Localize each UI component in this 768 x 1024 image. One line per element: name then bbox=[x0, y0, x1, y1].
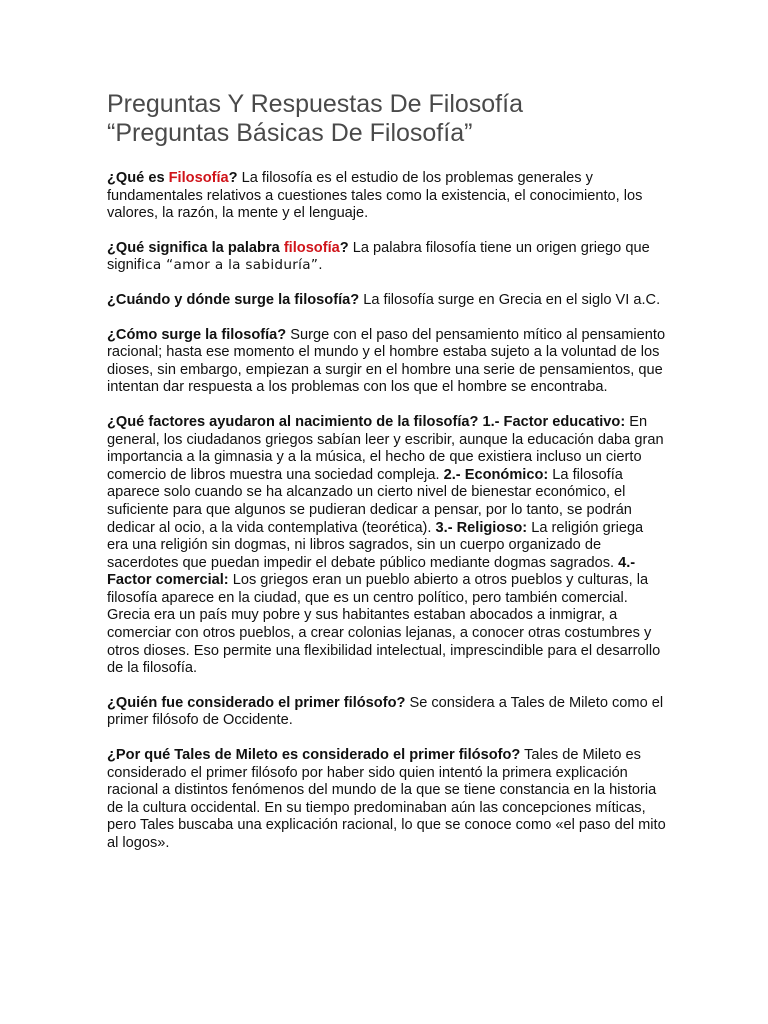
answer-text: Surge con el paso del pensamiento mítico al pensamiento racional; hasta ese momento el mundo y el hombre estaba sujeto a la voluntad de los dioses, sin embargo, empiezan a surgir en el hombre una serie de pensamientos, que intentan dar respuesta a los problemas con los que el hombre se encontraba. bbox=[107, 326, 666, 396]
answer-text: La palabra filosofía tiene un origen griego que signif bbox=[107, 239, 650, 274]
question-text: ¿Quién fue considerado el primer filósofo? bbox=[107, 694, 406, 711]
factor-label-3: 3.- Religioso: bbox=[435, 519, 528, 536]
answer-text-tail: ica “amor a la sabiduría”. bbox=[141, 257, 323, 274]
answer-part-3: La religión griega era una religión sin dogmas, ni libros sagrados, sin un cuerpo organizado de sacerdotes que puedan impedir el debate público mediante dogmas sagrados. bbox=[107, 519, 644, 571]
title-line-2: “Preguntas Básicas De Filosofía” bbox=[107, 119, 473, 147]
highlighted-term: Filosofía bbox=[168, 170, 229, 186]
highlighted-term: filosofía bbox=[283, 239, 340, 256]
answer-text: La filosofía es el estudio de los problemas generales y fundamentales relativos a cuestiones tales como la existencia, el conocimiento, los valores, la razón, la mente y el lenguaje. bbox=[107, 170, 643, 222]
question-suffix: ? bbox=[339, 239, 349, 256]
title-line-1: Preguntas Y Respuestas De Filosofía bbox=[107, 90, 523, 118]
factor-label-4: 4.- Factor comercial: bbox=[107, 554, 636, 589]
document-title bbox=[107, 90, 667, 148]
factor-label-2: 2.- Económico: bbox=[443, 466, 549, 483]
answer-text: Tales de Mileto es considerado el primer filósofo por haber sido quien intentó la primera explicación racional a distintos fenómenos del mundo de la que se tiene constancia en la historia de la cultura occidental. En su tiempo predominaban aún las concepciones míticas, pero Tales buscaba una explicación racional, lo que se conoce como «el paso del mito al logos». bbox=[107, 747, 666, 851]
question-text: ¿Cómo surge la filosofía? bbox=[107, 326, 287, 343]
qa-word-meaning bbox=[107, 240, 667, 275]
answer-part-2: La filosofía aparece solo cuando se ha alcanzado un cierto nivel de bienestar económico, el suficiente para que algunos se pudieran dedicar a pensar, por lo tanto, se podrán dedicar al ocio, a la vida contemplativa (teorética). bbox=[107, 466, 632, 536]
answer-part-4: Los griegos eran un pueblo abierto a otros pueblos y culturas, la filosofía aparece en la ciudad, que es un centro político, pero también comercial. Grecia era un país muy pobre y sus habitantes estaban abocados a inmigrar, a comerciar con otros pueblos, a crear colonias lejanas, a conocer otras costumbres y otros dioses. Eso permite una flexibilidad intelectual, imprescindible para el desarrollo de la filosofía. bbox=[107, 572, 661, 677]
qa-when-where bbox=[107, 292, 667, 310]
answer-text: Se considera a Tales de Mileto como el primer filósofo de Occidente. bbox=[107, 694, 664, 729]
qa-what-is-philosophy bbox=[107, 170, 667, 223]
question-prefix: ¿Qué significa la palabra bbox=[107, 239, 284, 256]
question-prefix: ¿Qué es bbox=[107, 170, 169, 186]
question-text: ¿Qué factores ayudaron al nacimiento de la filosofía? 1.- Factor educativo: bbox=[107, 413, 626, 430]
qa-factors bbox=[107, 414, 667, 678]
qa-why-thales bbox=[107, 747, 667, 853]
question-suffix: ? bbox=[228, 170, 238, 186]
answer-text: La filosofía surge en Grecia en el siglo VI a.C. bbox=[359, 291, 661, 308]
qa-how-arises bbox=[107, 327, 667, 397]
qa-first-philosopher bbox=[107, 695, 667, 730]
answer-part-1: En general, los ciudadanos griegos sabían leer y escribir, aunque la educación daba gran importancia a la gimnasia y a la música, el hecho de que existiera incluso un cierto comercio de libros muestra una sociedad compleja. bbox=[107, 413, 664, 483]
question-text: ¿Por qué Tales de Mileto es considerado el primer filósofo? bbox=[107, 747, 521, 764]
question-text: ¿Cuándo y dónde surge la filosofía? bbox=[107, 291, 360, 308]
document-content bbox=[107, 90, 667, 870]
